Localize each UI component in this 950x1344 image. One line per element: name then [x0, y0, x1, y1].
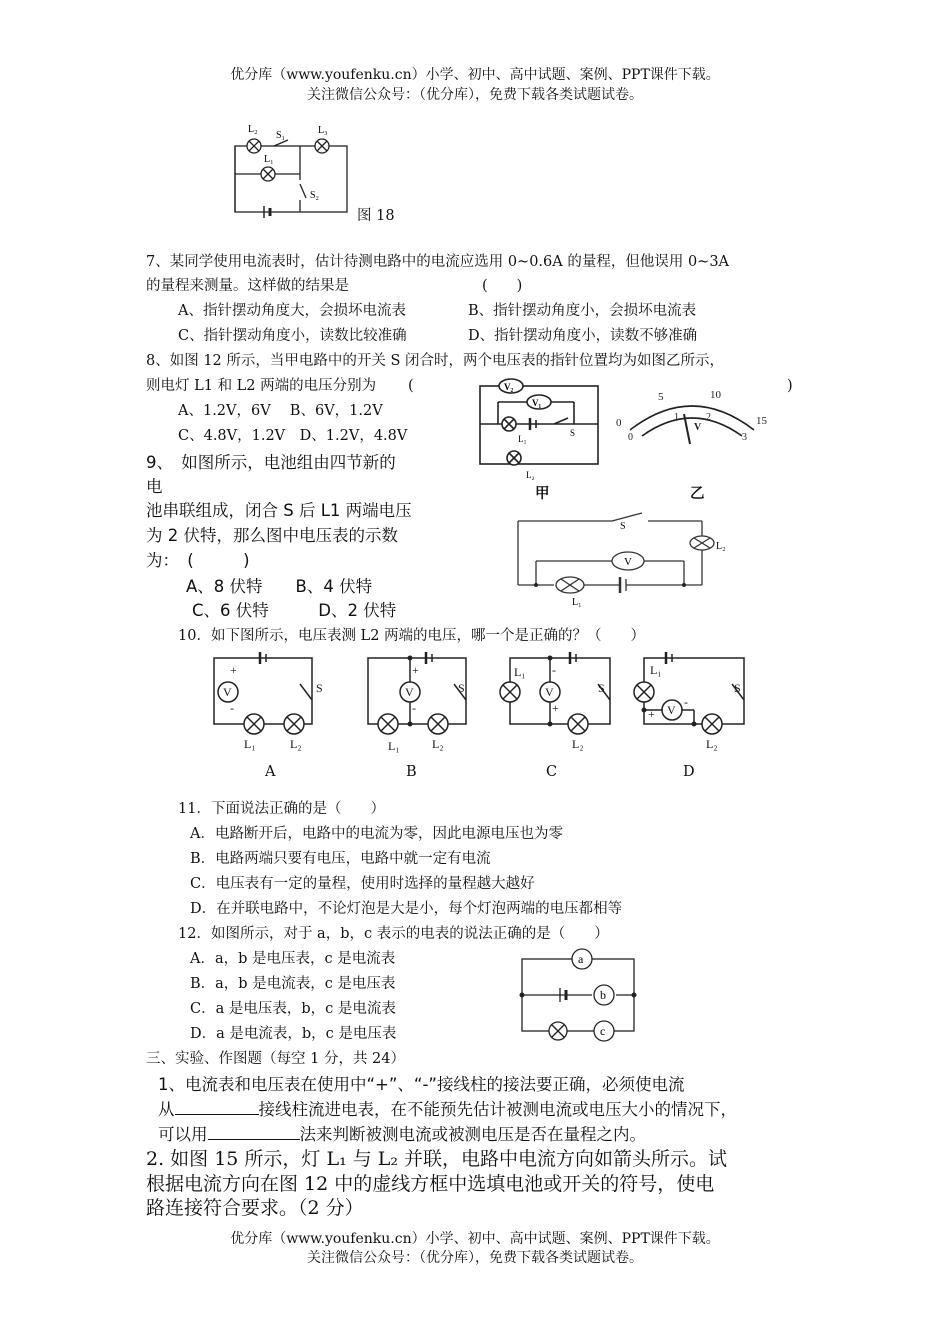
s3-p1-line-2b: 接线柱流进电表，在不能预先估计被测电流或电压大小的情况下， [258, 1100, 737, 1119]
q8-meter-scale-0: 0 [616, 417, 622, 429]
s3-p1-line-3b: 法来判断被测电流或被测电压是否在量程之内。 [299, 1125, 646, 1144]
q10-a-l2: L₂ [290, 737, 302, 751]
footer-line-2: 关注微信公众号：（优分库），免费下载各类试题试卷。 [307, 1250, 643, 1266]
q12-label-a: a [578, 952, 584, 966]
fig18-label-l1: L₁ [264, 154, 274, 165]
q8-jia-label-l1: L₁ [518, 434, 527, 444]
fig18-label-l3: L₃ [318, 125, 328, 136]
fig18-label-l2: L₂ [248, 124, 258, 135]
q10-d-l1: L₁ [650, 663, 662, 677]
s3-p1-line-3 [158, 1124, 646, 1146]
s3-p1-line-2 [158, 1099, 737, 1121]
q10-option-a: A [265, 764, 276, 780]
q12-label-b: b [600, 988, 606, 1002]
q8-meter-inner-3: 3 [742, 432, 747, 443]
s3-p2-line-1: 2. 如图 15 所示，灯 L₁ 与 L₂ 并联，电路中电流方向如箭头所示。试 [146, 1148, 728, 1170]
q10-stem: 10．如下图所示，电压表测 L2 两端的电压，哪一个是正确的？（ ） [178, 628, 646, 644]
q12-label-c: c [600, 1024, 606, 1038]
q10-d-minus: - [684, 695, 688, 709]
q8-figure-jia-caption: 甲 [535, 486, 550, 502]
q10-c-l2: L₂ [572, 737, 584, 751]
q10-c-minus: - [552, 663, 556, 677]
q8-meter-scale-15: 15 [756, 415, 767, 427]
q7-option-c: C、指针摆动角度小，读数比较准确 [178, 328, 407, 344]
q10-c-s: S [598, 681, 605, 695]
fig18-label-s2: S₂ [310, 190, 320, 201]
q10-b-minus: - [412, 701, 416, 715]
figure-18-circuit [230, 118, 370, 218]
q11-option-b: B．电路两端只要有电压，电路中就一定有电流 [190, 851, 491, 867]
fig18-label-s1: S₁ [276, 130, 286, 141]
q9-label-v: V [624, 556, 632, 568]
q11-option-d: D．在并联电路中，不论灯泡是大是小，每个灯泡两端的电压都相等 [190, 901, 623, 917]
q8-figure-yi-meter [612, 386, 772, 446]
q7-paren: ( ) [482, 278, 523, 294]
q8-jia-label-v1: V₁ [532, 398, 542, 408]
section3-title: 三、实验、作图题（每空 1 分，共 24） [146, 1051, 406, 1067]
q7-line-2: 的量程来测量。这样做的结果是 [146, 278, 349, 294]
s3-p2-line-3: 路连接符合要求。（2 分） [146, 1197, 364, 1219]
s3-p1-line-1: 1、电流表和电压表在使用中“+”、“-”接线柱的接法要正确，必须使电流 [158, 1075, 685, 1094]
q8-jia-label-s: S [570, 428, 576, 438]
q10-b-v: V [405, 685, 414, 699]
q12-option-d: D．a 是电流表，b，c 是电压表 [190, 1026, 397, 1042]
q8-jia-label-v2: V₂ [504, 382, 514, 392]
q9-line-2: 电 [146, 477, 163, 496]
header-line-1: 优分库（www.youfenku.cn）小学、初中、高中试题、案例、PPT课件下载。 [230, 67, 720, 83]
q10-b-l1: L₁ [388, 739, 400, 753]
q10-d-v: V [667, 703, 676, 717]
q10-c-plus: + [552, 701, 559, 715]
q8-paren-open: ( [408, 378, 414, 394]
q7-option-a: A、指针摆动角度大，会损坏电流表 [178, 303, 406, 319]
q10-d-l2: L₂ [706, 737, 718, 751]
q10-a-plus: + [230, 663, 237, 677]
q8-meter-inner-2: 2 [706, 412, 711, 423]
q10-b-l2: L₂ [432, 737, 444, 751]
q12-option-a: A．a，b 是电压表，c 是电流表 [190, 951, 396, 967]
q9-line-5: 为： ( ) [146, 551, 250, 570]
q8-meter-inner-1: 1 [674, 412, 679, 423]
q8-jia-label-l2: L₂ [526, 470, 535, 480]
q7-option-b: B、指针摆动角度小，会损坏电流表 [468, 303, 697, 319]
q12-stem: 12．如图所示，对于 a，b，c 表示的电表的说法正确的是（ ） [178, 926, 609, 942]
s3-p1-line-3a: 可以用 [158, 1125, 208, 1144]
q9-label-s: S [620, 521, 626, 532]
q9-label-l2: L₂ [716, 541, 726, 552]
q10-d-plus: + [648, 707, 655, 721]
s3-p2-line-2: 根据电流方向在图 12 中的虚线方框中选填电池或开关的符号，使电 [146, 1173, 715, 1195]
q11-option-a: A．电路断开后，电路中的电流为零，因此电源电压也为零 [190, 826, 563, 842]
q10-b-s: S [458, 681, 465, 695]
q9-label-l1: L₁ [572, 597, 582, 608]
q10-a-s: S [316, 681, 323, 695]
s3-p1-line-2a: 从 [158, 1100, 175, 1119]
q9-options-ab: A、8 伏特 B、4 伏特 [186, 577, 373, 596]
q8-meter-unit: V [694, 422, 702, 433]
q10-option-d: D [683, 764, 695, 780]
q9-line-4: 为 2 伏特，那么图中电压表的示数 [146, 526, 398, 545]
q8-line-2: 则电灯 L1 和 L2 两端的电压分别为 [146, 378, 377, 394]
q10-option-c: C [546, 764, 558, 780]
q10-option-b: B [406, 764, 417, 780]
q9-figure-circuit [512, 505, 762, 615]
q7-option-d: D、指针摆动角度小，读数不够准确 [468, 328, 698, 344]
q8-meter-scale-5: 5 [658, 391, 664, 403]
q8-options-cd: C、4.8V，1.2V D、1.2V，4.8V [178, 428, 408, 444]
q8-paren-close: ) [787, 378, 793, 394]
q11-stem: 11．下面说法正确的是（ ） [178, 801, 385, 817]
q8-meter-scale-10: 10 [710, 389, 721, 401]
q10-d-s: S [734, 681, 741, 695]
q10-a-minus: - [230, 701, 234, 715]
fig18-caption: 图 18 [357, 208, 395, 224]
footer-line-1: 优分库（www.youfenku.cn）小学、初中、高中试题、案例、PPT课件下载。 [230, 1231, 720, 1247]
q10-circuits [200, 648, 760, 758]
s3-blank-1[interactable] [175, 1099, 259, 1115]
q10-c-v: V [545, 685, 554, 699]
q10-a-l1: L₁ [244, 737, 256, 751]
q9-options-cd: C、6 伏特 D、2 伏特 [192, 601, 397, 620]
q12-figure-circuit [516, 948, 646, 1048]
q9-line-1: 9、 如图所示，电池组由四节新的 [146, 453, 396, 472]
q10-b-plus: + [412, 663, 419, 677]
q8-options-ab: A、1.2V，6V B、6V，1.2V [178, 403, 383, 419]
q12-option-c: C．a 是电压表，b，c 是电流表 [190, 1001, 396, 1017]
s3-blank-2[interactable] [208, 1124, 300, 1140]
header-line-2: 关注微信公众号：（优分库），免费下载各类试题试卷。 [307, 87, 643, 103]
q7-line-1: 7、某同学使用电流表时，估计待测电路中的电流应选用 0~0.6A 的量程，但他误用 0~3A [146, 254, 730, 270]
q8-line-1: 8、如图 12 所示，当甲电路中的开关 S 闭合时，两个电压表的指针位置均为如图乙所示， [146, 353, 725, 369]
q8-figure-yi-caption: 乙 [690, 486, 705, 502]
q11-option-c: C．电压表有一定的量程，使用时选择的量程越大越好 [190, 876, 535, 892]
q10-a-v: V [223, 685, 232, 699]
q9-line-3: 池串联组成，闭合 S 后 L1 两端电压 [146, 501, 412, 520]
q8-figure-jia [474, 380, 604, 480]
q10-c-l1: L₁ [514, 665, 526, 679]
q8-meter-inner-0: 0 [628, 432, 633, 443]
q12-option-b: B．a，b 是电流表，c 是电压表 [190, 976, 396, 992]
